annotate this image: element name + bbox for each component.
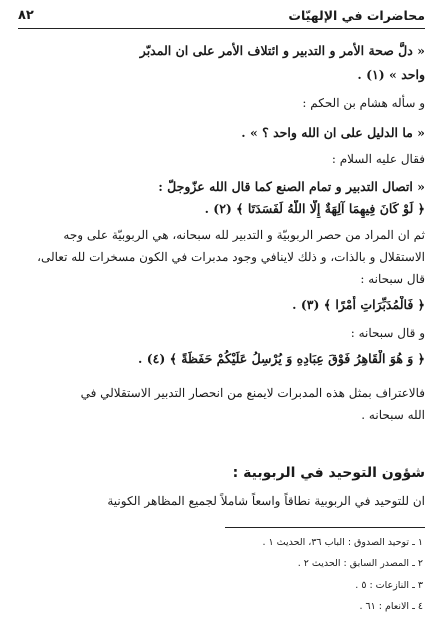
imam-reply-line: فقال عليه السلام :: [331, 152, 425, 166]
footnote-2: ٢ ـ المصدر السابق : الحديث ٢ .: [297, 558, 423, 569]
page-number: ٨٢: [18, 8, 34, 23]
body-line-10: قال سبحانه :: [360, 272, 425, 286]
header-rule: [18, 28, 425, 29]
quran-verse-1: ﴿ لَوْ كَانَ فِيهِمَا آلِهَةٌ إِلَّا اللَّهُ لَفَسَدَتَا ﴾ (٢) .: [204, 201, 425, 216]
question-line: « ما الدليل على ان الله واحد ؟ » .: [241, 125, 425, 140]
header-title: محاضرات في الإلهيّات: [288, 8, 425, 23]
body-line-15: الله سبحانه .: [361, 408, 425, 422]
quran-verse-3: ﴿ وَ هُوَ الْقَاهِرُ فَوْقَ عِبَادِهِ وَ يُرْسِلُ عَلَيْكُمْ حَفَظَةً ﴾ (٤) .: [138, 351, 425, 366]
footnote-1: ١ ـ توحيد الصدوق : الباب ٣٦، الحديث ١ .: [262, 537, 423, 548]
quote-line-3: « اتصال التدبير و تمام الصنع كما قال الله عزّوجلّ :: [158, 179, 425, 194]
body-line-16: ان للتوحيد في الربوبية نطاقاً واسعاً شاملاً لجميع المظاهر الكونية: [107, 494, 425, 508]
running-header: [18, 6, 425, 30]
quran-verse-2: ﴿ فَالْمُدَبِّرَاتِ أَمْرًا ﴾ (٣) .: [292, 297, 425, 312]
quote-line-1: « دلَّ صحة الأمر و التدبير و ائتلاف الأمر على ان المدبّر: [139, 43, 425, 58]
body-line-hisham: و سأله هشام بن الحكم :: [302, 96, 425, 110]
section-heading: شؤون التوحيد في الربوبية :: [232, 465, 425, 481]
quote-line-2: واحد » (١) .: [357, 67, 425, 82]
body-line-8: ثم ان المراد من حصر الربوبيّة و التدبير لله سبحانه، هي الربوبيّة على وجه: [63, 228, 425, 242]
body-line-14: فالاعتراف بمثل هذه المدبرات لايمنع من انحصار التدبير الاستقلالي في: [80, 386, 425, 400]
footnote-3: ٣ ـ النازعات : ٥ .: [355, 580, 423, 591]
body-line-12: و قال سبحانه :: [350, 326, 425, 340]
footnote-rule: [225, 527, 425, 528]
body-line-9: الاستقلال و بالذات، و ذلك لاينافي وجود مدبرات في الكون مسخرات لله تعالى،: [37, 250, 425, 264]
footnote-4: ٤ ـ الانعام : ٦١ .: [359, 601, 423, 612]
